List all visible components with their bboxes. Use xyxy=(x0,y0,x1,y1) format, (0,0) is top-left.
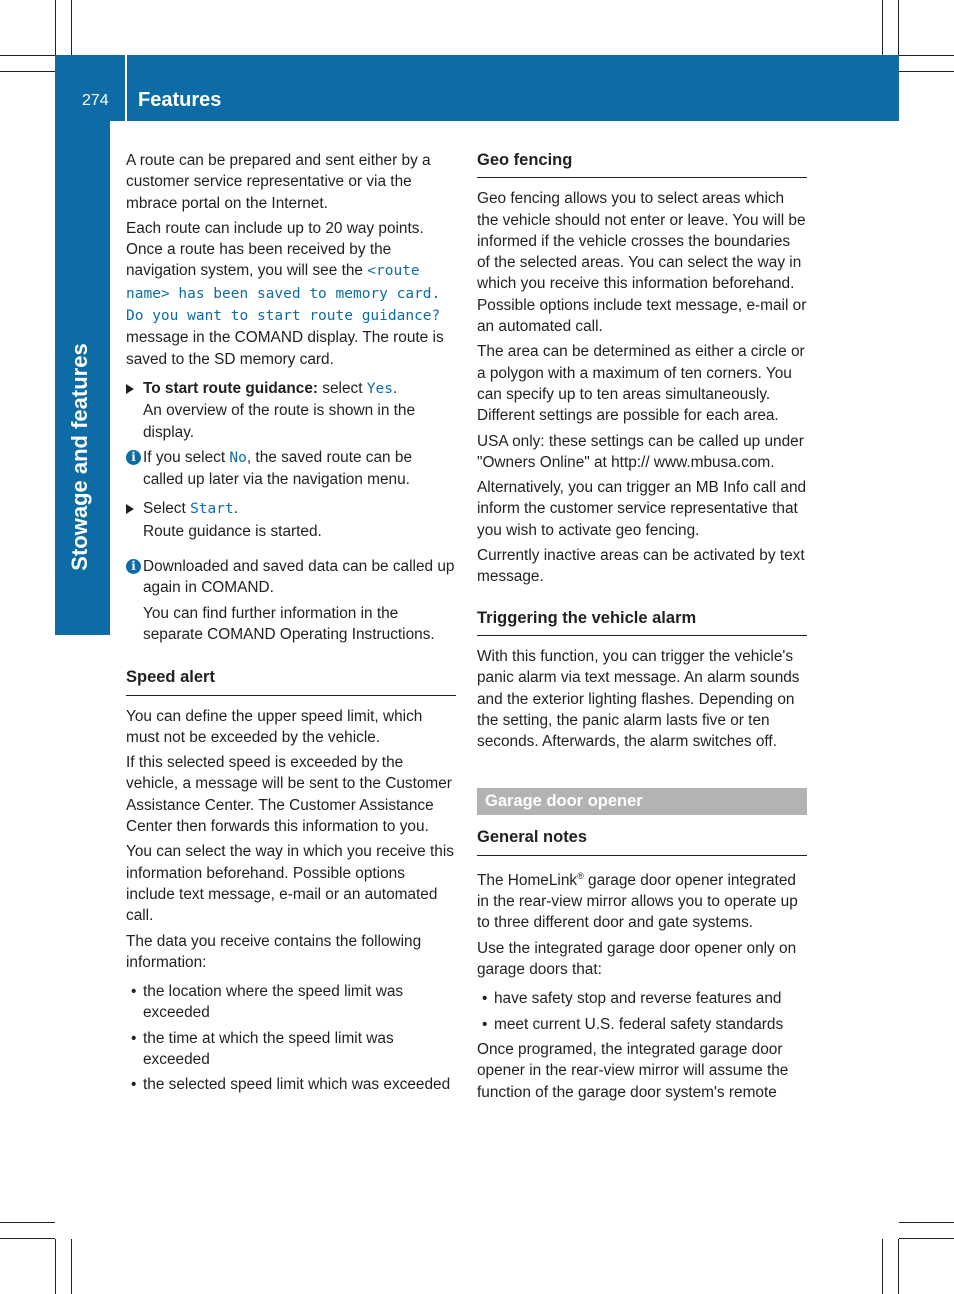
step-arrow-icon xyxy=(126,384,134,394)
page-number: 274 xyxy=(82,92,109,109)
paragraph: You can select the way in which you receive this information beforehand. Possible options include text message, e-mail or an automated call. xyxy=(126,843,454,925)
step-result: Route guidance is started. xyxy=(143,522,322,540)
paragraph: Use the integrated garage door opener only on garage doors that: xyxy=(477,939,797,979)
crop-mark xyxy=(71,0,72,55)
paragraph: Each route can include up to 20 way points. Once a route has been received by the navigation system, you will see the <route name> has been saved to memory card. Do you want to start route guidance? message in the COMAND display. The route is saved to the SD memory card. xyxy=(126,219,444,368)
info-icon: i xyxy=(126,559,141,574)
display-message: <route name> has been saved to memory card. Do you want to start route guidance? xyxy=(126,263,441,325)
crop-mark xyxy=(898,1239,899,1294)
crop-mark xyxy=(882,0,883,55)
section-heading: Speed alert xyxy=(126,667,456,695)
chapter-tab-label: Stowage and features xyxy=(67,343,92,571)
paragraph: If this selected speed is exceeded by the vehicle, a message will be sent to the Customer Assistance Center. The Customer Assistance Center then forwards this information to you. xyxy=(126,754,452,836)
info-icon: i xyxy=(126,450,141,465)
left-column xyxy=(126,150,456,1100)
paragraph: The area can be determined as either a circle or a polygon with a maximum of ten corners. You can specify up to ten areas simultaneously. Different settings are possible for each area. xyxy=(477,343,805,425)
header-divider xyxy=(125,55,127,121)
paragraph: USA only: these settings can be called up under "Owners Online" at http:// www.mbusa.com. xyxy=(477,432,804,471)
menu-item-yes: Yes xyxy=(366,380,393,397)
list-item: • the time at which the speed limit was exceeded xyxy=(131,1029,394,1068)
list-item: • meet current U.S. federal safety standards xyxy=(482,1015,784,1033)
step-start-guidance: To start route guidance: select Yes. An overview of the route is shown in the display. xyxy=(126,378,456,443)
paragraph: Alternatively, you can trigger an MB Info call and inform the customer service representative that you wish to activate geo fencing. xyxy=(477,479,807,539)
crop-mark xyxy=(55,0,56,55)
step-result: An overview of the route is shown in the display. xyxy=(143,402,416,441)
crop-mark xyxy=(898,0,899,55)
paragraph: The HomeLink® garage door opener integrated in the rear-view mirror allows you to operate up to three different door and gate systems. xyxy=(477,870,798,932)
paragraph: Once programed, the integrated garage door opener in the rear-view mirror will assume the function of the garage door system's remote xyxy=(477,1040,789,1101)
paragraph: Geo fencing allows you to select areas which the vehicle should not enter or leave. You will be informed if the vehicle crosses the boundaries of the selected areas. You can select the way in which you receive this information beforehand. Possible options include text message, e-mail or an automated call. xyxy=(477,190,807,336)
list-item: • the selected speed limit which was exceeded xyxy=(131,1076,451,1094)
crop-mark xyxy=(55,1239,56,1294)
section-heading: Triggering the vehicle alarm xyxy=(477,608,807,636)
page-title: Features xyxy=(138,89,222,111)
paragraph: With this function, you can trigger the vehicle's panic alarm via text message. An alarm sounds and the exterior lighting flashes. Depending on the setting, the panic alarm lasts five or ten seconds. Afterwards, the alarm switches off. xyxy=(477,647,800,751)
crop-mark xyxy=(0,1222,55,1223)
step-arrow-icon xyxy=(126,504,134,514)
crop-mark xyxy=(899,55,954,56)
crop-mark xyxy=(0,55,55,56)
list-item: • have safety stop and reverse features and xyxy=(482,990,782,1008)
section-heading: Geo fencing xyxy=(477,150,807,178)
menu-item-start: Start xyxy=(190,501,234,518)
menu-item-no: No xyxy=(229,449,247,466)
paragraph: A route can be prepared and sent either by a customer service representative or via the mbrace portal on the Internet. xyxy=(126,152,431,212)
crop-mark xyxy=(0,71,55,72)
crop-mark xyxy=(899,71,954,72)
step-select-start: Select Start. Route guidance is started. xyxy=(126,498,456,542)
paragraph: Currently inactive areas can be activated by text message. xyxy=(477,547,805,586)
info-note: i Downloaded and saved data can be called up again in COMAND. You can find further information in the separate COMAND Operating Instructions. xyxy=(126,556,456,645)
chapter-section-bar: Garage door opener xyxy=(477,788,807,815)
crop-mark xyxy=(71,1239,72,1294)
crop-mark xyxy=(899,1238,954,1239)
right-column xyxy=(477,150,807,1107)
paragraph: You can define the upper speed limit, which must not be exceeded by the vehicle. xyxy=(126,707,423,746)
section-heading: General notes xyxy=(477,827,807,855)
crop-mark xyxy=(899,1222,954,1223)
crop-mark xyxy=(882,1239,883,1294)
crop-mark xyxy=(0,1238,55,1239)
paragraph: The data you receive contains the following information: xyxy=(126,932,422,971)
info-note: i If you select No, the saved route can be called up later via the navigation menu. xyxy=(126,447,456,491)
list-item: • the location where the speed limit was exceeded xyxy=(131,983,404,1022)
